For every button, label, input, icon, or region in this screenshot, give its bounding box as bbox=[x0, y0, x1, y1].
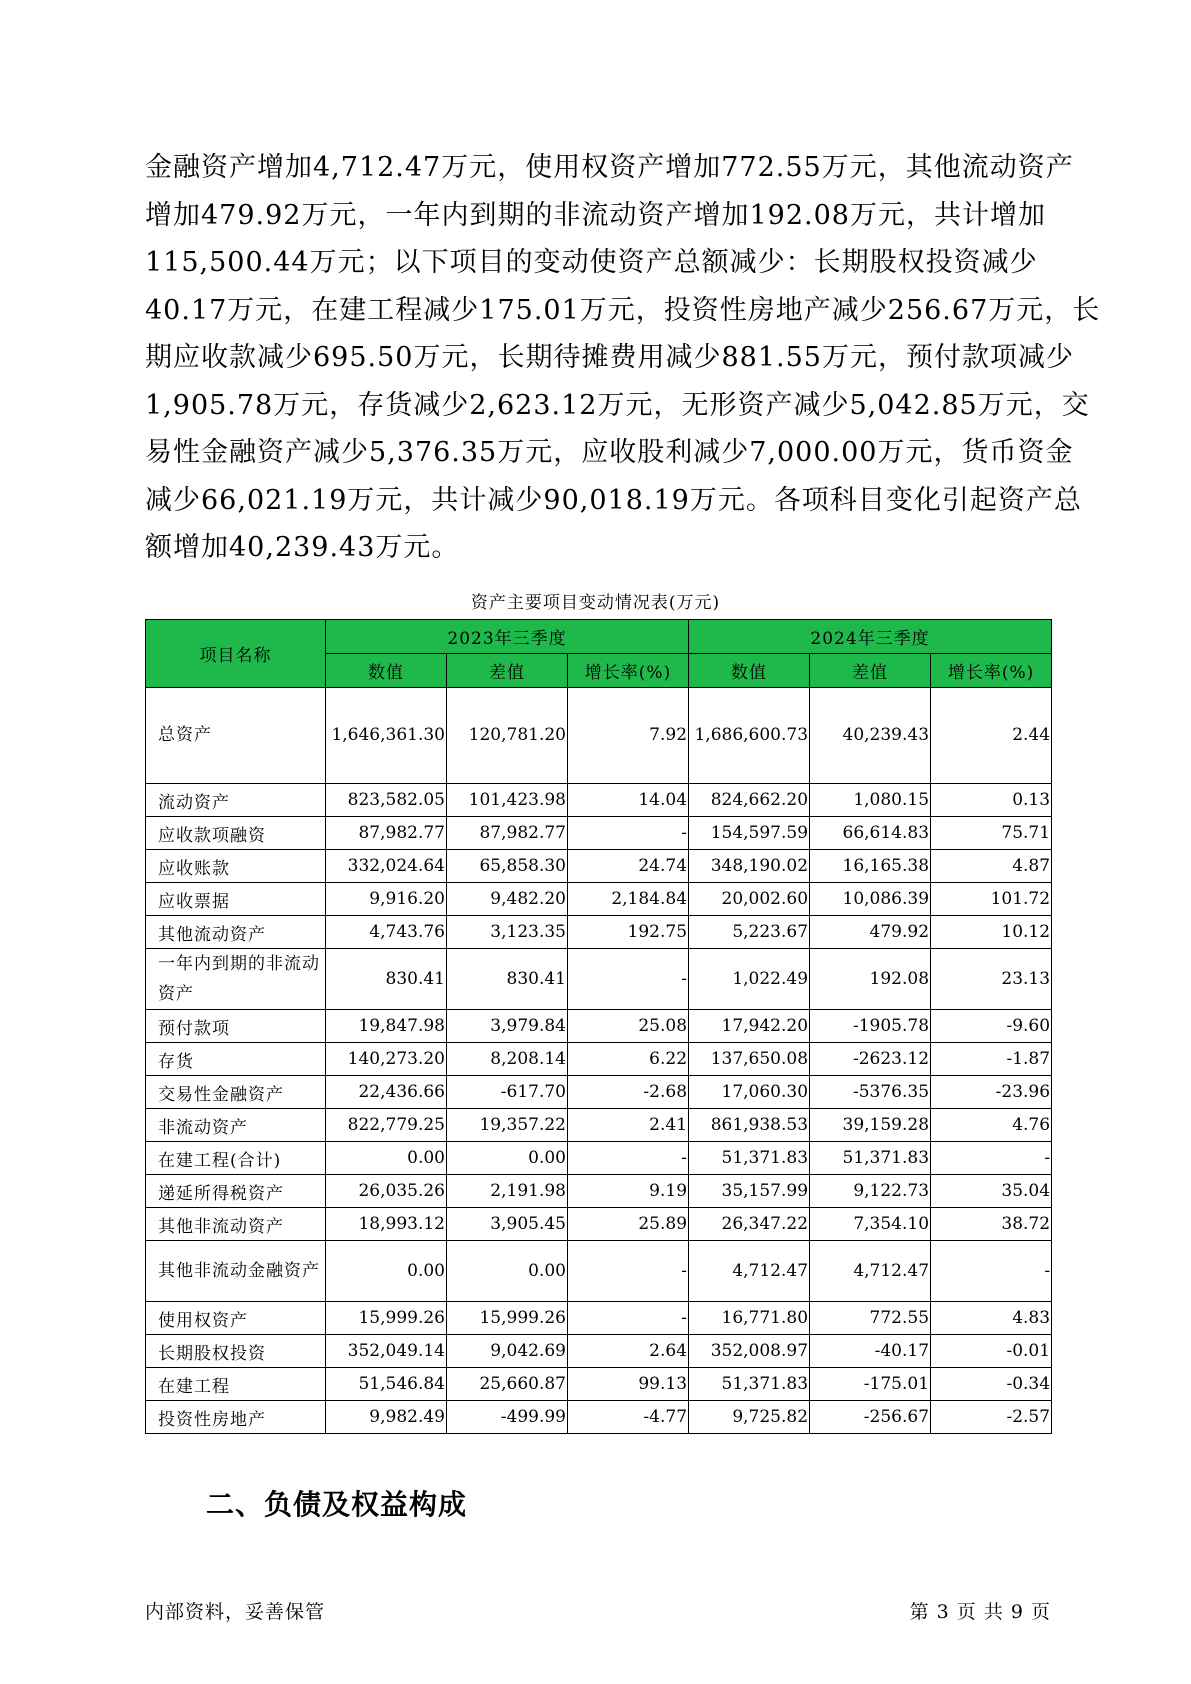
value-2024: 824,662.20 bbox=[689, 784, 810, 817]
diff-2024: 51,371.83 bbox=[810, 1142, 931, 1175]
growth-2023: - bbox=[568, 1241, 689, 1302]
value-2024: 137,650.08 bbox=[689, 1043, 810, 1076]
row-name: 投资性房地产 bbox=[146, 1401, 326, 1434]
diff-2023: 830.41 bbox=[447, 949, 568, 1010]
diff-2023: 87,982.77 bbox=[447, 817, 568, 850]
value-2023: 22,436.66 bbox=[326, 1076, 447, 1109]
growth-2024: 101.72 bbox=[931, 883, 1052, 916]
header-diff: 差值 bbox=[810, 654, 931, 688]
value-2024: 352,008.97 bbox=[689, 1335, 810, 1368]
diff-2024: -1905.78 bbox=[810, 1010, 931, 1043]
header-item-name: 项目名称 bbox=[146, 620, 326, 688]
paragraph-line: 1,905.78万元，存货减少2,623.12万元，无形资产减少5,042.85万元，交 bbox=[145, 389, 1090, 421]
paragraph-line: 易性金融资产减少5,376.35万元，应收股利减少7,000.00万元，货币资金 bbox=[145, 437, 1074, 468]
growth-2023: -2.68 bbox=[568, 1076, 689, 1109]
diff-2023: 101,423.98 bbox=[447, 784, 568, 817]
diff-2023: 25,660.87 bbox=[447, 1368, 568, 1401]
row-name: 一年内到期的非流动资产 bbox=[146, 949, 326, 1010]
growth-2024: 10.12 bbox=[931, 916, 1052, 949]
paragraph-line: 额增加40,239.43万元。 bbox=[145, 532, 460, 563]
growth-2024: - bbox=[931, 1241, 1052, 1302]
value-2023: 87,982.77 bbox=[326, 817, 447, 850]
value-2023: 140,273.20 bbox=[326, 1043, 447, 1076]
diff-2023: 0.00 bbox=[447, 1241, 568, 1302]
table-row bbox=[146, 883, 1052, 916]
growth-2023: - bbox=[568, 1142, 689, 1175]
paragraph-line: 金融资产增加4,712.47万元，使用权资产增加772.55万元，其他流动资产 bbox=[145, 152, 1074, 183]
value-2024: 51,371.83 bbox=[689, 1142, 810, 1175]
diff-2024: -40.17 bbox=[810, 1335, 931, 1368]
table-row bbox=[146, 949, 1052, 1010]
growth-2024: -0.01 bbox=[931, 1335, 1052, 1368]
diff-2024: 16,165.38 bbox=[810, 850, 931, 883]
growth-2023: 24.74 bbox=[568, 850, 689, 883]
value-2024: 26,347.22 bbox=[689, 1208, 810, 1241]
growth-2023: 14.04 bbox=[568, 784, 689, 817]
diff-2023: 8,208.14 bbox=[447, 1043, 568, 1076]
value-2024: 51,371.83 bbox=[689, 1368, 810, 1401]
growth-2023: -4.77 bbox=[568, 1401, 689, 1434]
growth-2023: 2.64 bbox=[568, 1335, 689, 1368]
row-name: 递延所得税资产 bbox=[146, 1175, 326, 1208]
diff-2024: 39,159.28 bbox=[810, 1109, 931, 1142]
table-row bbox=[146, 1043, 1052, 1076]
row-name: 长期股权投资 bbox=[146, 1335, 326, 1368]
diff-2024: 1,080.15 bbox=[810, 784, 931, 817]
value-2024: 17,942.20 bbox=[689, 1010, 810, 1043]
value-2023: 830.41 bbox=[326, 949, 447, 1010]
header-period-2023: 2023年三季度 bbox=[326, 620, 689, 654]
diff-2023: 9,042.69 bbox=[447, 1335, 568, 1368]
body-paragraph bbox=[145, 144, 1101, 572]
value-2024: 35,157.99 bbox=[689, 1175, 810, 1208]
header-value: 数值 bbox=[326, 654, 447, 688]
header-growth: 增长率(%) bbox=[931, 654, 1052, 688]
header-diff: 差值 bbox=[447, 654, 568, 688]
growth-2024: - bbox=[931, 1142, 1052, 1175]
diff-2024: 40,239.43 bbox=[810, 688, 931, 784]
value-2024: 9,725.82 bbox=[689, 1401, 810, 1434]
diff-2023: 120,781.20 bbox=[447, 688, 568, 784]
footer-page-number: 第 3 页 共 9 页 bbox=[909, 1601, 1051, 1623]
table-row bbox=[146, 1142, 1052, 1175]
row-name: 交易性金融资产 bbox=[146, 1076, 326, 1109]
value-2023: 0.00 bbox=[326, 1142, 447, 1175]
diff-2024: 479.92 bbox=[810, 916, 931, 949]
diff-2023: 3,123.35 bbox=[447, 916, 568, 949]
growth-2023: 6.22 bbox=[568, 1043, 689, 1076]
value-2023: 332,024.64 bbox=[326, 850, 447, 883]
value-2024: 154,597.59 bbox=[689, 817, 810, 850]
row-name: 其他非流动金融资产 bbox=[146, 1241, 326, 1302]
growth-2024: 2.44 bbox=[931, 688, 1052, 784]
table-row bbox=[146, 1076, 1052, 1109]
diff-2024: 4,712.47 bbox=[810, 1241, 931, 1302]
paragraph-line: 115,500.44万元；以下项目的变动使资产总额减少：长期股权投资减少 bbox=[145, 247, 1038, 278]
table-row bbox=[146, 1368, 1052, 1401]
diff-2024: -175.01 bbox=[810, 1368, 931, 1401]
row-name: 流动资产 bbox=[146, 784, 326, 817]
row-name: 应收票据 bbox=[146, 883, 326, 916]
table-row bbox=[146, 1241, 1052, 1302]
table-row bbox=[146, 1010, 1052, 1043]
paragraph-line: 增加479.92万元，一年内到期的非流动资产增加192.08万元，共计增加 bbox=[145, 199, 1046, 231]
header-period-2024: 2024年三季度 bbox=[689, 620, 1052, 654]
paragraph-line: 40.17万元，在建工程减少175.01万元，投资性房地产减少256.67万元，长 bbox=[145, 294, 1101, 326]
diff-2024: 9,122.73 bbox=[810, 1175, 931, 1208]
footer-confidential-note: 内部资料，妥善保管 bbox=[145, 1601, 326, 1623]
value-2024: 861,938.53 bbox=[689, 1109, 810, 1142]
value-2023: 9,982.49 bbox=[326, 1401, 447, 1434]
growth-2024: -0.34 bbox=[931, 1368, 1052, 1401]
row-name: 总资产 bbox=[146, 688, 326, 784]
value-2023: 26,035.26 bbox=[326, 1175, 447, 1208]
diff-2023: -499.99 bbox=[447, 1401, 568, 1434]
growth-2024: 0.13 bbox=[931, 784, 1052, 817]
value-2023: 1,646,361.30 bbox=[326, 688, 447, 784]
value-2023: 4,743.76 bbox=[326, 916, 447, 949]
diff-2024: -256.67 bbox=[810, 1401, 931, 1434]
table-row bbox=[146, 1401, 1052, 1434]
value-2023: 823,582.05 bbox=[326, 784, 447, 817]
row-name: 非流动资产 bbox=[146, 1109, 326, 1142]
growth-2023: 7.92 bbox=[568, 688, 689, 784]
growth-2024: 4.83 bbox=[931, 1302, 1052, 1335]
growth-2024: 4.76 bbox=[931, 1109, 1052, 1142]
growth-2024: -9.60 bbox=[931, 1010, 1052, 1043]
table-header-row bbox=[146, 620, 1052, 654]
table-row bbox=[146, 817, 1052, 850]
growth-2023: 192.75 bbox=[568, 916, 689, 949]
value-2024: 348,190.02 bbox=[689, 850, 810, 883]
table-row bbox=[146, 1109, 1052, 1142]
table-row bbox=[146, 850, 1052, 883]
table-row bbox=[146, 1175, 1052, 1208]
diff-2023: 3,979.84 bbox=[447, 1010, 568, 1043]
row-name: 在建工程(合计) bbox=[146, 1142, 326, 1175]
value-2023: 0.00 bbox=[326, 1241, 447, 1302]
diff-2023: 19,357.22 bbox=[447, 1109, 568, 1142]
growth-2024: -23.96 bbox=[931, 1076, 1052, 1109]
value-2024: 1,022.49 bbox=[689, 949, 810, 1010]
table-row bbox=[146, 1208, 1052, 1241]
growth-2024: -2.57 bbox=[931, 1401, 1052, 1434]
value-2024: 4,712.47 bbox=[689, 1241, 810, 1302]
growth-2024: -1.87 bbox=[931, 1043, 1052, 1076]
row-name: 在建工程 bbox=[146, 1368, 326, 1401]
row-name: 预付款项 bbox=[146, 1010, 326, 1043]
diff-2023: 2,191.98 bbox=[447, 1175, 568, 1208]
value-2024: 20,002.60 bbox=[689, 883, 810, 916]
table-row bbox=[146, 1302, 1052, 1335]
value-2023: 9,916.20 bbox=[326, 883, 447, 916]
table-title: 资产主要项目变动情况表(万元) bbox=[470, 593, 721, 613]
growth-2024: 35.04 bbox=[931, 1175, 1052, 1208]
value-2024: 16,771.80 bbox=[689, 1302, 810, 1335]
row-name: 其他流动资产 bbox=[146, 916, 326, 949]
value-2024: 1,686,600.73 bbox=[689, 688, 810, 784]
growth-2024: 38.72 bbox=[931, 1208, 1052, 1241]
value-2024: 17,060.30 bbox=[689, 1076, 810, 1109]
asset-changes-table bbox=[145, 619, 1052, 1434]
diff-2024: 7,354.10 bbox=[810, 1208, 931, 1241]
paragraph-line: 期应收款减少695.50万元，长期待摊费用减少881.55万元，预付款项减少 bbox=[145, 342, 1074, 373]
growth-2023: 99.13 bbox=[568, 1368, 689, 1401]
header-value: 数值 bbox=[689, 654, 810, 688]
row-name: 应收款项融资 bbox=[146, 817, 326, 850]
row-name: 使用权资产 bbox=[146, 1302, 326, 1335]
value-2023: 352,049.14 bbox=[326, 1335, 447, 1368]
growth-2023: 25.89 bbox=[568, 1208, 689, 1241]
paragraph-line: 减少66,021.19万元，共计减少90,018.19万元。各项科目变化引起资产总 bbox=[145, 484, 1082, 516]
diff-2023: 9,482.20 bbox=[447, 883, 568, 916]
row-name: 应收账款 bbox=[146, 850, 326, 883]
growth-2024: 4.87 bbox=[931, 850, 1052, 883]
diff-2023: -617.70 bbox=[447, 1076, 568, 1109]
growth-2023: - bbox=[568, 817, 689, 850]
value-2023: 19,847.98 bbox=[326, 1010, 447, 1043]
diff-2024: 192.08 bbox=[810, 949, 931, 1010]
growth-2023: 25.08 bbox=[568, 1010, 689, 1043]
value-2023: 51,546.84 bbox=[326, 1368, 447, 1401]
table-row bbox=[146, 784, 1052, 817]
table-row bbox=[146, 688, 1052, 784]
diff-2024: 10,086.39 bbox=[810, 883, 931, 916]
table-row bbox=[146, 916, 1052, 949]
diff-2023: 15,999.26 bbox=[447, 1302, 568, 1335]
growth-2024: 75.71 bbox=[931, 817, 1052, 850]
diff-2023: 3,905.45 bbox=[447, 1208, 568, 1241]
header-growth: 增长率(%) bbox=[568, 654, 689, 688]
diff-2024: 66,614.83 bbox=[810, 817, 931, 850]
section-heading: 二、负债及权益构成 bbox=[206, 1488, 468, 1521]
diff-2024: -5376.35 bbox=[810, 1076, 931, 1109]
value-2023: 18,993.12 bbox=[326, 1208, 447, 1241]
value-2024: 5,223.67 bbox=[689, 916, 810, 949]
growth-2024: 23.13 bbox=[931, 949, 1052, 1010]
growth-2023: 9.19 bbox=[568, 1175, 689, 1208]
growth-2023: - bbox=[568, 949, 689, 1010]
value-2023: 15,999.26 bbox=[326, 1302, 447, 1335]
value-2023: 822,779.25 bbox=[326, 1109, 447, 1142]
diff-2024: 772.55 bbox=[810, 1302, 931, 1335]
diff-2023: 0.00 bbox=[447, 1142, 568, 1175]
row-name: 其他非流动资产 bbox=[146, 1208, 326, 1241]
growth-2023: 2.41 bbox=[568, 1109, 689, 1142]
diff-2023: 65,858.30 bbox=[447, 850, 568, 883]
row-name: 存货 bbox=[146, 1043, 326, 1076]
table-row bbox=[146, 1335, 1052, 1368]
growth-2023: - bbox=[568, 1302, 689, 1335]
diff-2024: -2623.12 bbox=[810, 1043, 931, 1076]
growth-2023: 2,184.84 bbox=[568, 883, 689, 916]
